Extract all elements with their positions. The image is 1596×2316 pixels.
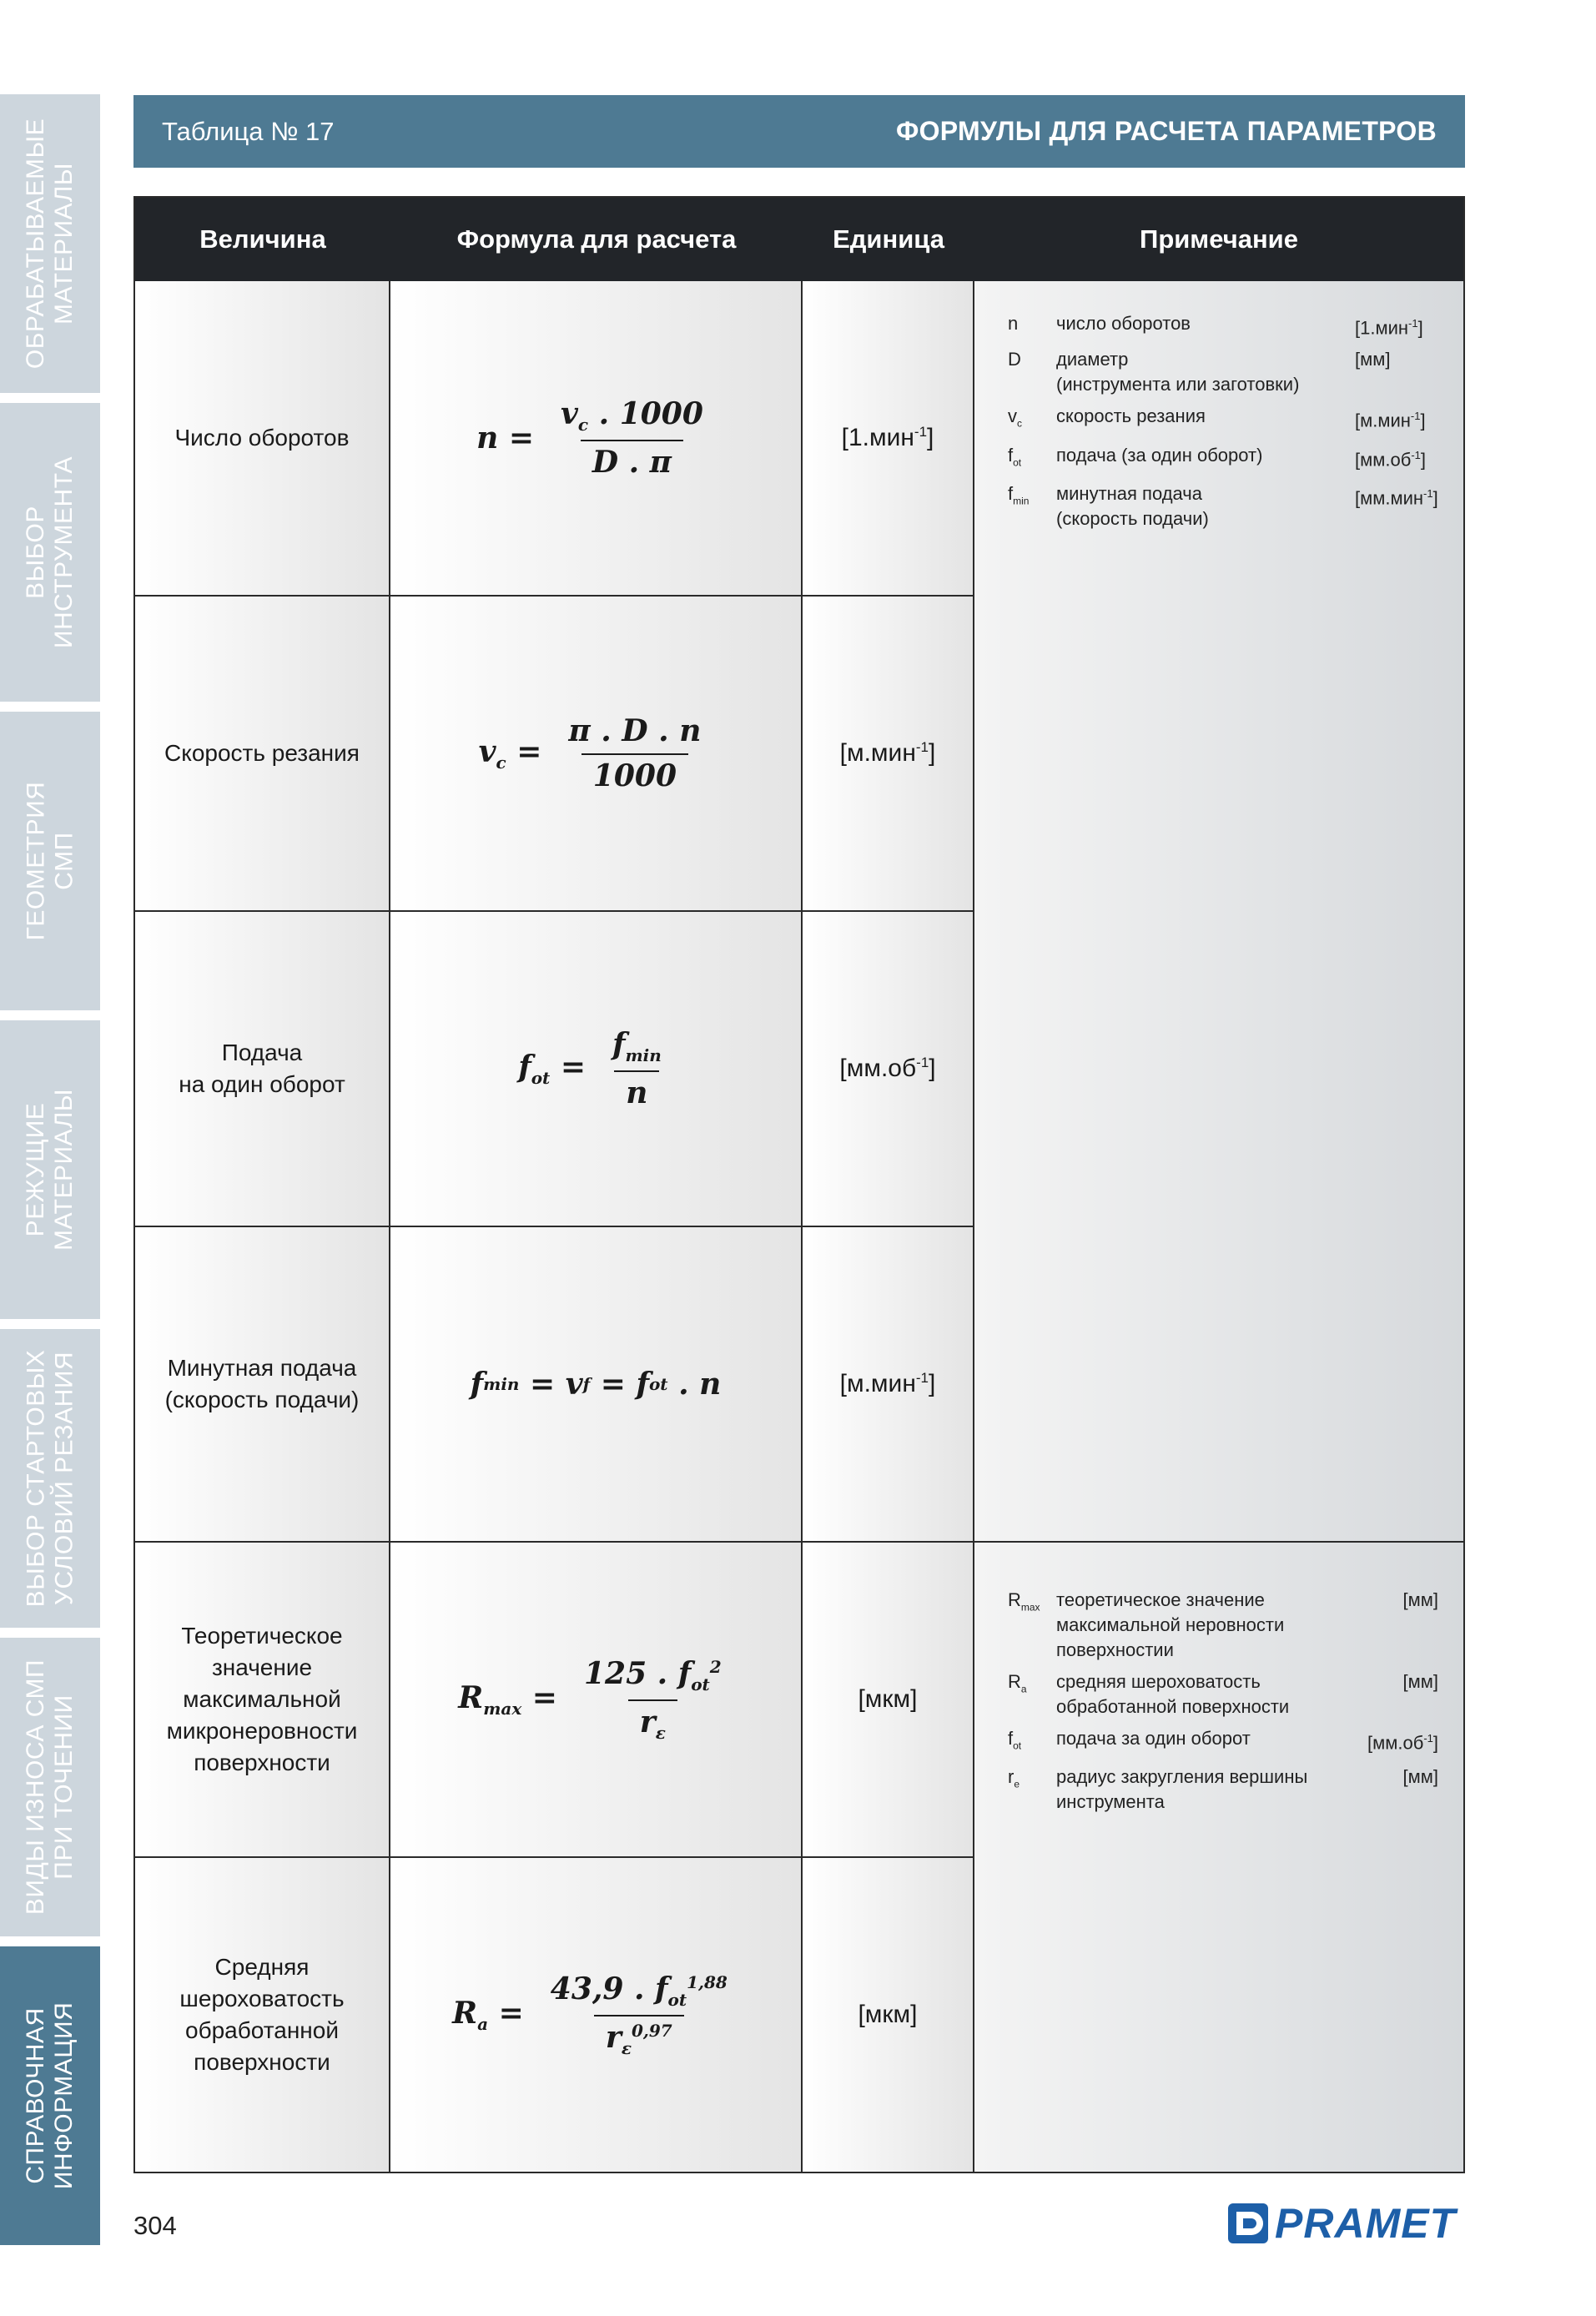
unit-value bbox=[840, 739, 936, 768]
page-number: 304 bbox=[133, 2211, 177, 2240]
quantity-name bbox=[167, 1620, 358, 1779]
quantity-name-line: Средняя bbox=[214, 1954, 310, 1980]
unit-value bbox=[840, 1370, 936, 1398]
note-item bbox=[1008, 443, 1438, 475]
quantity-name-line: шероховатость bbox=[179, 1986, 345, 2011]
note-unit-superscript: -1 bbox=[1408, 317, 1418, 330]
note-symbol bbox=[1008, 347, 1056, 397]
note-description-line: поверхностии bbox=[1056, 1639, 1174, 1660]
formula-symbol: r bbox=[605, 2020, 622, 2055]
formula-denominator bbox=[628, 1699, 677, 1743]
side-tab-label bbox=[22, 1659, 78, 1915]
note-symbol-subscript: ot bbox=[1013, 1740, 1022, 1752]
unit-cell bbox=[803, 281, 973, 595]
quantity-cell bbox=[135, 1227, 389, 1541]
formula-subscript: ot bbox=[531, 1068, 551, 1089]
note-description-line: теоретическое значение bbox=[1056, 1589, 1265, 1610]
quantity-name-line: микронеровности bbox=[166, 1718, 358, 1744]
formula-lhs bbox=[458, 1680, 557, 1719]
unit-text: [мкм] bbox=[858, 1685, 918, 1713]
row-divider bbox=[135, 595, 973, 597]
quantity-name bbox=[179, 1951, 344, 2078]
note-description-line: число оборотов bbox=[1056, 313, 1191, 334]
side-tab-start-conditions[interactable] bbox=[0, 1329, 100, 1628]
formula-cell bbox=[390, 1227, 801, 1541]
formula-fraction bbox=[539, 1971, 739, 2058]
brand-name: PRAMET bbox=[1275, 2200, 1457, 2247]
note-item bbox=[1008, 404, 1438, 436]
quantity-name-line: Скорость резания bbox=[164, 740, 360, 766]
formula-text: . 1000 bbox=[588, 395, 703, 431]
formula-text: = v bbox=[519, 1367, 583, 1402]
unit-value bbox=[858, 1685, 917, 1714]
formula-denominator: D . π bbox=[581, 440, 683, 480]
note-symbol-subscript: c bbox=[1017, 417, 1022, 430]
formula-cell bbox=[390, 1858, 801, 2172]
side-tab-label bbox=[22, 782, 78, 941]
formula-denominator bbox=[594, 2015, 684, 2058]
note-unit-text: [м.мин bbox=[1355, 410, 1411, 431]
note-item bbox=[1008, 1669, 1438, 1719]
note-description-line: минутная подача bbox=[1056, 483, 1203, 505]
note-description-line: радиус закругления вершины bbox=[1056, 1766, 1308, 1788]
note-symbol bbox=[1008, 1765, 1056, 1815]
note-symbol-text: D bbox=[1008, 349, 1021, 370]
unit-text: ] bbox=[927, 424, 934, 451]
note-symbol-text: n bbox=[1008, 313, 1019, 334]
page-title: ФОРМУЛЫ ДЛЯ РАСЧЕТА ПАРАМЕТРОВ bbox=[895, 116, 1437, 146]
formula-rpm bbox=[476, 396, 715, 480]
unit-text: [м.мин bbox=[839, 1370, 916, 1397]
notes-cell-group-2 bbox=[974, 1543, 1463, 2172]
side-tab-processed-materials[interactable] bbox=[0, 94, 100, 393]
formula-symbol: 43,9 . f bbox=[550, 1971, 668, 2006]
note-symbol-subscript: max bbox=[1020, 1601, 1040, 1614]
note-unit-text: [1.мин bbox=[1355, 317, 1409, 339]
unit-text: [мкм] bbox=[858, 2001, 918, 2028]
unit-text: ] bbox=[929, 1370, 936, 1397]
table-header bbox=[135, 198, 1463, 281]
note-item bbox=[1008, 481, 1438, 531]
note-unit bbox=[1403, 1669, 1438, 1719]
row-divider bbox=[135, 1541, 1463, 1543]
side-tab-line: СМП bbox=[50, 832, 78, 890]
unit-text: [1.мин bbox=[841, 424, 914, 451]
row-divider bbox=[135, 1856, 973, 1858]
note-symbol bbox=[1008, 481, 1056, 531]
quantity-name bbox=[175, 422, 350, 454]
side-tab-cutting-materials[interactable] bbox=[0, 1020, 100, 1319]
note-unit-text: ] bbox=[1432, 487, 1438, 509]
formula-lhs: n = bbox=[476, 420, 534, 456]
quantity-name-line: поверхности bbox=[194, 2049, 330, 2075]
formula-symbol: f bbox=[612, 1026, 626, 1062]
formula-fraction bbox=[601, 1027, 673, 1110]
formula-subscript: a bbox=[477, 2014, 489, 2035]
quantity-cell bbox=[135, 1543, 389, 1856]
side-tab-line: ПРИ ТОЧЕНИИ bbox=[50, 1694, 78, 1880]
note-symbol-text: R bbox=[1008, 1671, 1021, 1692]
formula-fraction bbox=[572, 1656, 733, 1743]
formula-denominator: 1000 bbox=[582, 753, 688, 793]
quantity-name-line: поверхности bbox=[194, 1750, 330, 1775]
quantity-cell bbox=[135, 912, 389, 1226]
formula-subscript: c bbox=[496, 753, 506, 773]
formula-symbol: r bbox=[639, 1704, 656, 1740]
side-tab-line: МАТЕРИАЛЫ bbox=[50, 1089, 78, 1251]
column-divider bbox=[973, 281, 974, 2172]
formula-subscript: ot bbox=[648, 1374, 668, 1394]
note-unit-text: [мм.мин bbox=[1355, 487, 1424, 509]
formula-lhs bbox=[452, 1996, 524, 2034]
quantity-name-line: Минутная подача bbox=[167, 1355, 357, 1381]
formula-subscript: min bbox=[483, 1374, 520, 1394]
formula-numerator bbox=[572, 1656, 733, 1699]
column-header-quantity: Величина bbox=[199, 224, 326, 254]
note-symbol-text: R bbox=[1008, 1589, 1021, 1610]
note-description-line: подача за один оборот bbox=[1056, 1728, 1251, 1749]
note-unit-text: [мм] bbox=[1402, 1671, 1438, 1692]
note-description bbox=[1056, 1669, 1403, 1719]
note-symbol-text: f bbox=[1008, 483, 1014, 505]
note-unit-text: [мм] bbox=[1355, 349, 1391, 370]
quantity-name-line: Теоретическое bbox=[181, 1623, 343, 1649]
formula-numerator bbox=[549, 396, 715, 440]
quantity-cell bbox=[135, 597, 389, 910]
title-banner bbox=[133, 95, 1465, 168]
unit-cell bbox=[803, 912, 973, 1226]
column-header-note: Примечание bbox=[1140, 224, 1298, 254]
unit-superscript: -1 bbox=[915, 1370, 929, 1386]
note-unit bbox=[1355, 347, 1438, 397]
column-header-formula: Формула для расчета bbox=[456, 224, 737, 254]
formula-symbol: R bbox=[458, 1679, 484, 1715]
note-item bbox=[1008, 1765, 1438, 1815]
note-unit bbox=[1355, 404, 1438, 436]
note-description-line: инструмента bbox=[1056, 1791, 1165, 1813]
quantity-name-line: на один оборот bbox=[179, 1071, 345, 1097]
note-symbol bbox=[1008, 1669, 1056, 1719]
note-description-line: максимальной неровности bbox=[1056, 1614, 1285, 1635]
note-description bbox=[1056, 347, 1355, 397]
formula-symbol: f bbox=[470, 1367, 484, 1402]
side-tab-label bbox=[22, 2002, 78, 2189]
note-unit-text: ] bbox=[1420, 449, 1426, 471]
note-unit-superscript: -1 bbox=[1411, 448, 1421, 461]
side-tab-line: МАТЕРИАЛЫ bbox=[50, 163, 78, 325]
formula-lhs bbox=[479, 734, 542, 773]
pramet-logo bbox=[1226, 2198, 1465, 2248]
notes-list bbox=[1008, 1588, 1438, 1821]
formula-superscript: 2 bbox=[709, 1656, 722, 1677]
notes-cell-group-1 bbox=[974, 281, 1463, 1541]
formula-subscript: f bbox=[582, 1374, 591, 1394]
formula-numerator: π . D . n bbox=[568, 713, 702, 748]
quantity-name-line: (скорость подачи) bbox=[164, 1387, 360, 1412]
note-description-line: подача (за один оборот) bbox=[1056, 444, 1263, 466]
unit-value bbox=[839, 1055, 935, 1083]
note-unit-text: ] bbox=[1432, 1732, 1438, 1754]
unit-superscript: -1 bbox=[916, 1055, 929, 1070]
formula-cell bbox=[390, 912, 801, 1226]
formula-symbol: R bbox=[452, 1995, 478, 2031]
note-item bbox=[1008, 1726, 1438, 1758]
unit-cell bbox=[803, 1543, 973, 1856]
note-description bbox=[1056, 404, 1355, 436]
quantity-cell bbox=[135, 281, 389, 595]
formula-lhs bbox=[518, 1050, 586, 1088]
note-unit-text: [мм.об bbox=[1367, 1732, 1424, 1754]
side-tab-line: ГЕОМЕТРИЯ bbox=[22, 781, 49, 941]
formula-text: = bbox=[488, 1995, 524, 2031]
side-tab-label bbox=[22, 118, 78, 369]
formula-cell bbox=[390, 597, 801, 910]
note-item bbox=[1008, 311, 1438, 340]
quantity-name-line: Число оборотов bbox=[174, 425, 350, 451]
formula-fraction bbox=[556, 713, 712, 793]
note-item bbox=[1008, 1588, 1438, 1663]
quantity-name bbox=[164, 738, 360, 769]
formula-symbol: f bbox=[518, 1049, 531, 1085]
unit-superscript: -1 bbox=[915, 739, 929, 755]
note-symbol-text: r bbox=[1008, 1766, 1014, 1788]
quantity-name-line: Подача bbox=[221, 1040, 303, 1065]
row-divider bbox=[135, 1226, 973, 1227]
note-symbol bbox=[1008, 1726, 1056, 1758]
formula-symbol: v bbox=[560, 395, 578, 431]
note-item bbox=[1008, 347, 1438, 397]
quantity-name bbox=[179, 1037, 345, 1100]
quantity-name-line: значение bbox=[211, 1654, 313, 1680]
note-unit-text: [мм] bbox=[1402, 1766, 1438, 1788]
formula-text: . n bbox=[667, 1367, 722, 1402]
formula-subscript: ot bbox=[667, 1990, 687, 2010]
formula-superscript: 1,88 bbox=[687, 1971, 728, 1992]
unit-cell bbox=[803, 1227, 973, 1541]
quantity-name bbox=[165, 1352, 360, 1416]
formula-subscript: ε bbox=[621, 2038, 632, 2059]
unit-cell bbox=[803, 597, 973, 910]
note-description-line: диаметр bbox=[1056, 349, 1129, 370]
table-number: Таблица № 17 bbox=[162, 116, 335, 146]
note-description bbox=[1056, 1726, 1367, 1758]
note-unit-text: [мм.об bbox=[1355, 449, 1412, 471]
unit-superscript: -1 bbox=[914, 424, 928, 440]
note-unit-text: ] bbox=[1420, 410, 1426, 431]
formula-text: = bbox=[506, 733, 542, 769]
side-tab-line: УСЛОВИЙ РЕЗАНИЯ bbox=[50, 1351, 78, 1606]
quantity-cell bbox=[135, 1858, 389, 2172]
formula-rmax bbox=[458, 1656, 733, 1743]
formula-cell bbox=[390, 1543, 801, 1856]
side-tab-wear-types[interactable] bbox=[0, 1638, 100, 1936]
notes-list bbox=[1008, 311, 1438, 538]
note-unit bbox=[1355, 443, 1438, 475]
formula-cell bbox=[390, 281, 801, 595]
note-unit-superscript: -1 bbox=[1423, 487, 1433, 501]
note-symbol-subscript: e bbox=[1014, 1778, 1020, 1790]
unit-text: [м.мин bbox=[839, 739, 916, 767]
formula-subscript: max bbox=[483, 1699, 522, 1719]
side-tab-line: ИНФОРМАЦИЯ bbox=[50, 2001, 78, 2190]
note-symbol-subscript: a bbox=[1020, 1683, 1027, 1695]
formula-table bbox=[133, 196, 1465, 2173]
side-tab-line: ВЫБОР bbox=[22, 506, 50, 599]
side-tab-insert-geometry[interactable] bbox=[0, 712, 100, 1010]
note-symbol-text: f bbox=[1008, 1728, 1014, 1749]
formula-feed-per-rev bbox=[518, 1027, 673, 1110]
unit-text: [мм.об bbox=[839, 1055, 917, 1082]
note-unit-superscript: -1 bbox=[1410, 410, 1421, 423]
note-description-line: (инструмента или заготовки) bbox=[1056, 374, 1300, 395]
formula-text: = f bbox=[590, 1367, 649, 1402]
note-description bbox=[1056, 443, 1355, 475]
note-symbol bbox=[1008, 404, 1056, 436]
formula-text: = bbox=[521, 1679, 557, 1715]
note-description-line: (скорость подачи) bbox=[1056, 508, 1209, 530]
side-tab-tool-selection[interactable] bbox=[0, 403, 100, 702]
formula-subscript: ε bbox=[655, 1723, 666, 1744]
formula-superscript: 0,97 bbox=[632, 2021, 672, 2041]
formula-symbol: 125 . f bbox=[583, 1655, 692, 1691]
note-unit bbox=[1367, 1726, 1438, 1758]
side-tab-line: ОБРАБАТЫВАЕМЫЕ bbox=[22, 118, 50, 370]
side-tab-reference-info[interactable] bbox=[0, 1946, 100, 2245]
formula-symbol: v bbox=[478, 733, 496, 769]
note-symbol bbox=[1008, 1588, 1056, 1663]
note-unit-text: [мм] bbox=[1402, 1589, 1438, 1610]
formula-subscript: c bbox=[577, 415, 589, 436]
note-symbol bbox=[1008, 311, 1056, 340]
side-tab-line: РЕЖУЩИЕ bbox=[22, 1102, 50, 1237]
formula-denominator: n bbox=[614, 1070, 659, 1110]
note-unit bbox=[1355, 481, 1438, 531]
note-description bbox=[1056, 1765, 1403, 1815]
note-symbol-subscript: ot bbox=[1013, 456, 1022, 469]
note-unit bbox=[1355, 311, 1438, 340]
note-description-line: скорость резания bbox=[1056, 405, 1206, 427]
side-tab-label bbox=[22, 1350, 78, 1608]
side-tab-label bbox=[22, 1089, 78, 1251]
column-header-unit: Единица bbox=[833, 224, 944, 254]
note-unit-text: ] bbox=[1417, 317, 1423, 339]
pramet-logo-icon bbox=[1226, 2202, 1270, 2245]
unit-value bbox=[858, 2001, 917, 2029]
note-description bbox=[1056, 311, 1355, 340]
unit-cell bbox=[803, 1858, 973, 2172]
side-tab-label bbox=[22, 456, 78, 648]
quantity-name-line: максимальной bbox=[183, 1686, 341, 1712]
note-description bbox=[1056, 1588, 1403, 1663]
note-description-line: обработанной поверхности bbox=[1056, 1696, 1290, 1717]
formula-ra bbox=[452, 1971, 739, 2058]
unit-text: ] bbox=[929, 1055, 936, 1082]
side-tab-line: ВИДЫ ИЗНОСА СМП bbox=[22, 1659, 50, 1916]
note-symbol bbox=[1008, 443, 1056, 475]
formula-fraction bbox=[549, 396, 715, 480]
note-unit-superscript: -1 bbox=[1423, 1732, 1433, 1745]
note-symbol-text: f bbox=[1008, 444, 1014, 466]
row-divider bbox=[135, 910, 973, 912]
formula-subscript: min bbox=[625, 1045, 662, 1066]
note-unit bbox=[1403, 1765, 1438, 1815]
formula-numerator bbox=[601, 1027, 673, 1070]
note-symbol-text: v bbox=[1008, 405, 1017, 427]
formula-text: = bbox=[550, 1049, 586, 1085]
note-description-line: средняя шероховатость bbox=[1056, 1671, 1261, 1692]
unit-text: ] bbox=[929, 739, 936, 767]
quantity-name-line: обработанной bbox=[185, 2017, 339, 2043]
unit-value bbox=[842, 424, 934, 452]
formula-numerator bbox=[539, 1971, 739, 2015]
formula-subscript: ot bbox=[691, 1674, 710, 1694]
note-description bbox=[1056, 481, 1355, 531]
side-tab-line: СПРАВОЧНАЯ bbox=[22, 2007, 49, 2184]
side-tab-line: ИНСТРУМЕНТА bbox=[50, 456, 78, 649]
side-tab-line: ВЫБОР СТАРТОВЫХ bbox=[22, 1349, 50, 1608]
formula-minute-feed bbox=[471, 1367, 722, 1402]
formula-cutting-speed bbox=[479, 713, 713, 793]
note-unit bbox=[1403, 1588, 1438, 1663]
note-symbol-subscript: min bbox=[1013, 495, 1030, 507]
